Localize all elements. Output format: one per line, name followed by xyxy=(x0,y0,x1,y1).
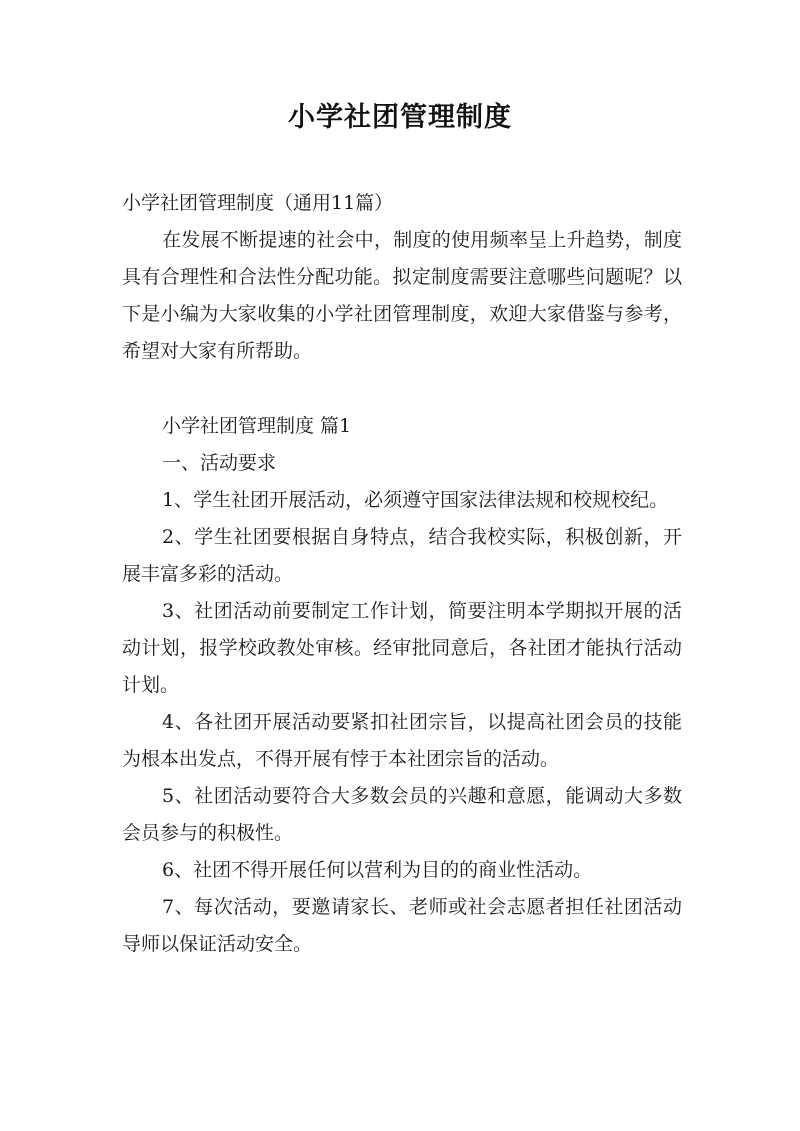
document-subtitle: 小学社团管理制度（通用11篇） xyxy=(122,192,394,214)
list-item: 1、学生社团开展活动，必须遵守国家法律法规和校规校纪。 xyxy=(162,489,669,511)
document-title: 小学社团管理制度 xyxy=(288,102,512,133)
sub-heading: 一、活动要求 xyxy=(162,452,277,474)
section-heading: 小学社团管理制度 篇1 xyxy=(162,415,352,437)
document-body xyxy=(122,185,682,963)
list-item: 5、社团活动要符合大多数会员的兴趣和意愿，能调动大多数会员参与的积极性。 xyxy=(122,785,682,844)
list-item: 4、各社团开展活动要紧扣社团宗旨，以提高社团会员的技能为根本出发点，不得开展有悖于本社团宗旨的活动。 xyxy=(122,711,682,770)
list-item: 3、社团活动前要制定工作计划，简要注明本学期拟开展的活动计划，报学校政教处审核。经审批同意后，各社团才能执行活动计划。 xyxy=(122,600,682,696)
list-item: 6、社团不得开展任何以营利为目的的商业性活动。 xyxy=(162,859,593,881)
paragraph-spacer xyxy=(122,370,682,408)
intro-paragraph: 在发展不断提速的社会中，制度的使用频率呈上升趋势，制度具有合理性和合法性分配功能。拟定制度需要注意哪些问题呢？以下是小编为大家收集的小学社团管理制度，欢迎大家借鉴与参考，希望对大家有所帮助。 xyxy=(122,229,682,362)
list-item: 2、学生社团要根据自身特点，结合我校实际，积极创新，开展丰富多彩的活动。 xyxy=(122,526,682,585)
list-item: 7、每次活动，要邀请家长、老师或社会志愿者担任社团活动导师以保证活动安全。 xyxy=(122,896,682,955)
